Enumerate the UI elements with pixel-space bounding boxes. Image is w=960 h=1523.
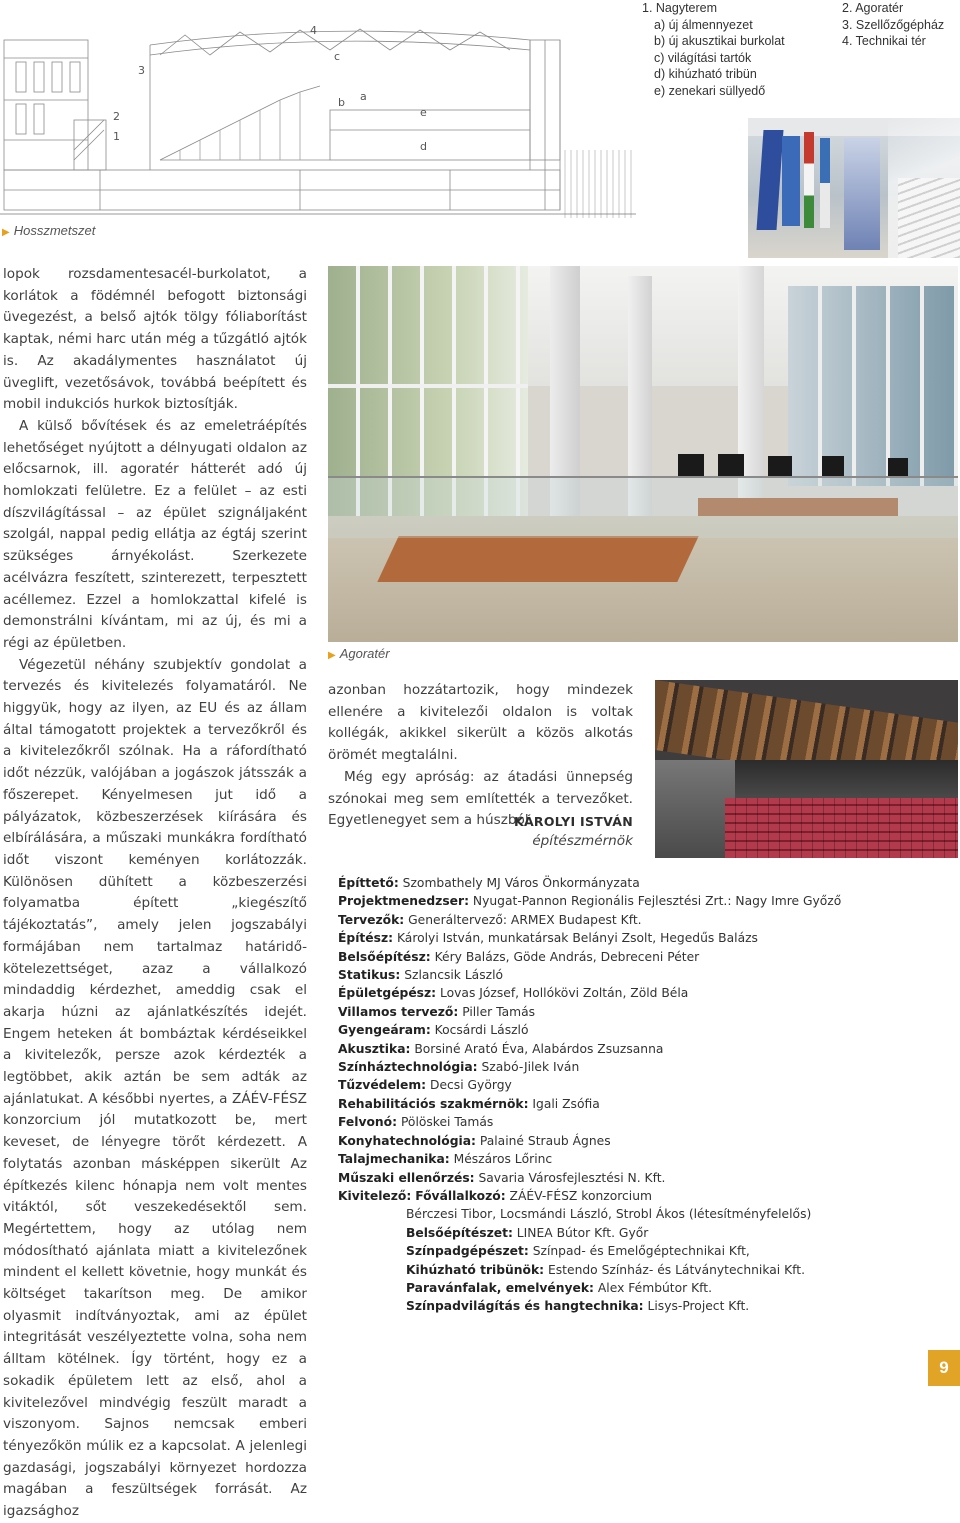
legend-item: b) új akusztikai burkolat: [654, 34, 785, 48]
paragraph: lopok rozsdamentesacél-burkolatot, a korlátok a födémnél befogott biztonsági üvegezést, a belső ajtók tölgy fóliaborítást kaptak, némi harc után még a tűzgátló ajtók is. Az akadálymentes használatot új üveglift, vezetősávok, továbbá beépített és mobil indukciós hurkok biztosítják.: [3, 266, 307, 413]
credit-row: Belsőépítészet: LINEA Bútor Kft. Győr: [406, 1225, 649, 1240]
section-drawing: [0, 0, 636, 218]
agora-caption: ▶ Agoratér: [328, 646, 390, 661]
credit-row: Építtető: Szombathely MJ Város Önkormányzata: [338, 876, 640, 890]
credit-row: Bérczesi Tibor, Locsmándi László, Strobl Ákos (létesítményfelelős): [406, 1207, 812, 1222]
section-label: d: [420, 140, 427, 153]
credit-row: Paravánfalak, emelvények: Alex Fémbútor Kft.: [406, 1280, 713, 1295]
credit-row: Színpadgépészet: Színpad- és Emelőgéptechnikai Kft,: [406, 1244, 750, 1259]
credit-row: Talajmechanika: Mészáros Lőrinc: [338, 1152, 553, 1167]
page-number: 9: [939, 1358, 949, 1377]
credit-row: Belsőépítész: Kéry Balázs, Göde András, Debreceni Péter: [338, 949, 700, 964]
caption-triangle-icon: ▶: [328, 650, 336, 661]
credit-row: Projektmenedzser: Nyugat-Pannon Regionális Fejlesztési Zrt.: Nagy Imre Győző: [338, 894, 842, 909]
legend-item: 2. Agoratér: [842, 1, 904, 15]
left-column-text: [3, 264, 307, 1523]
legend-item: c) világítási tartók: [654, 50, 752, 65]
credit-row: Színháztechnológia: Szabó-Jilek Iván: [338, 1060, 580, 1075]
photo-auditorium: [655, 680, 958, 858]
credit-row: Akusztika: Borsiné Arató Éva, Alabárdos Zsuzsanna: [338, 1041, 664, 1056]
section-legend-col2: [842, 0, 960, 50]
credit-row: Színpadvilágítás és hangtechnika: Lisys-Project Kft.: [406, 1299, 750, 1314]
section-label: 1: [113, 130, 120, 143]
section-label: 4: [310, 24, 317, 37]
photo-lobby-flags: [748, 118, 960, 258]
photo-agora: [328, 266, 958, 642]
section-legend-col1: [642, 0, 822, 99]
section-label: c: [334, 50, 341, 63]
paragraph: A külső bővítések és az emeletráépítés lehetőséget nyújtott a délnyugati oldalon az előcsarnok, ill. agoratér hátterét adó új homlokzati felületre. Ez a felület – az esti díszvilágítással – az épület szignáljaként szolgál, nappal pedig ellátja az égtáj szerint szükséges árnyékolást. Szerkezete acélvázra feszített, szinterezett, terpesztett acéllemez. Ezzel a homlokzattal kifelé is demonstrálni kívántam, mi az új, és mi a régi az épületben.: [3, 417, 307, 651]
section-caption: ▶ Hosszmetszet: [2, 223, 96, 238]
author-name: KÁROLYI ISTVÁN: [513, 814, 633, 829]
paragraph: azonban hozzátartozik, hogy mindezek ellenére a kivitelezői oldalon is voltak kollégák, akikkel sikerült a közös alkotás örömét megtalálni.: [328, 682, 633, 764]
credit-row: Tűzvédelem: Decsi György: [338, 1078, 512, 1093]
section-label: a: [360, 90, 367, 103]
legend-item: d) kihúzható tribün: [654, 67, 757, 81]
author-block: [328, 814, 633, 849]
credit-row: Rehabilitációs szakmérnök: Igali Zsófia: [338, 1096, 600, 1111]
credit-row: Felvonó: Pölöskei Tamás: [338, 1115, 494, 1130]
paragraph: Végezetül néhány szubjektív gondolat a tervezés és kivitelezés folyamatáról. Ne higgyük, hogy az ilyen, az EU és az állam által támogatott projektek a tervezőkről és a kivitelezőkről szólnak. Ha a ráfordítható időt nézzük, valójában a jogászok játsszák a főszerepet. Kényelmesen jut idő a pályázatok, közbeszerzések kiírására és elbírálására, a műszaki munkákra fordítható időt viszont keményen korlátozzák. Különösen dühített a közbeszerzési folyamatba épített „kiegészítő tájékoztatás”, amely jelen jogszabályi formájában nem tartalmaz határidő-kötelezettséget, azaz a vállalkozó mindaddig kérdezhet, ameddig csak el akarja húzni az ajánlatkészítés idejét. Engem heteken át bombáztak kérdéseikkel a kivitelezők, persze azok kérdezték a legtöbbet, akik aztán be sem adták az ajánlatukat. A későbbi nyertes, a ZÁÉV-FÉSZ konzorcium jól mutatkozott be, mert keveset, de lényegre törőt kérdezett. A folytatás azonban másképpen sikerült Az építkezés kilenc hónapja nem volt mentes vitáktól, sőt veszekedésektől sem. Megértettem, hogy az utólag nem módosítható ajánlata miatt a kivitelezőnek mindent el kellett követnie, hogy munkát és költséget takarítson meg. De amikor olyasmit indítványoztak, ami az épület integritását veszélyeztette volna, soha nem álltam kötélnek. Így történt, hogy ez a sokadik épületem lett az első, ahol a kivitelezővel mindvégig feszült maradt a viszonyom. Sajnos nemcsak emberi tényezőkön múlik ez a kapcsolat. A jelenlegi gazdasági, jogszabályi környezet hordozza magában a feszültségek forrását. Az igazsághoz: [3, 656, 307, 1520]
middle-column-text: [328, 680, 633, 832]
credit-row: Statikus: Szlancsik László: [338, 968, 504, 983]
section-label: b: [338, 96, 345, 109]
credit-row: Műszaki ellenőrzés: Savaria Városfejlesztési N. Kft.: [338, 1170, 666, 1185]
section-label: 2: [113, 110, 120, 123]
credit-row: Villamos tervező: Piller Tamás: [338, 1004, 536, 1019]
caption-triangle-icon: ▶: [2, 227, 10, 238]
legend-item: 3. Szellőzőgépház: [842, 17, 945, 32]
credit-row: Tervezők: Generáltervező: ARMEX Budapest Kft.: [338, 912, 642, 927]
legend-item: 1. Nagyterem: [642, 1, 718, 15]
credit-row: Épületgépész: Lovas József, Hollókövi Zoltán, Zöld Béla: [338, 986, 689, 1001]
credit-row: Konyhatechnológia: Palainé Straub Ágnes: [338, 1133, 611, 1148]
credit-row: Gyengeáram: Kocsárdi László: [338, 1023, 529, 1038]
author-role: építészmérnök: [532, 833, 633, 849]
section-drawing-svg: [0, 0, 636, 218]
credit-row: Építész: Károlyi István, munkatársak Belányi Zsolt, Hegedűs Balázs: [338, 931, 758, 946]
credits-block: [338, 874, 953, 1316]
section-label: 3: [138, 64, 145, 77]
legend-item: 4. Technikai tér: [842, 34, 926, 48]
credit-row: Kihúzható tribünök: Estendo Színház- és Látványtechnikai Kft.: [406, 1262, 805, 1277]
legend-item: a) új álmennyezet: [654, 17, 753, 32]
page-number-badge: [928, 1350, 960, 1386]
legend-item: e) zenekari süllyedő: [654, 83, 766, 98]
paragraph: Még egy apróság: az átadási ünnepség szónokai meg sem említették a tervezőket. Egyetlenegyet sem a húszból.: [328, 768, 633, 829]
section-label: e: [420, 106, 427, 119]
credit-row: Kivitelező: Fővállalkozó: ZÁÉV-FÉSZ konzorcium: [338, 1188, 652, 1203]
